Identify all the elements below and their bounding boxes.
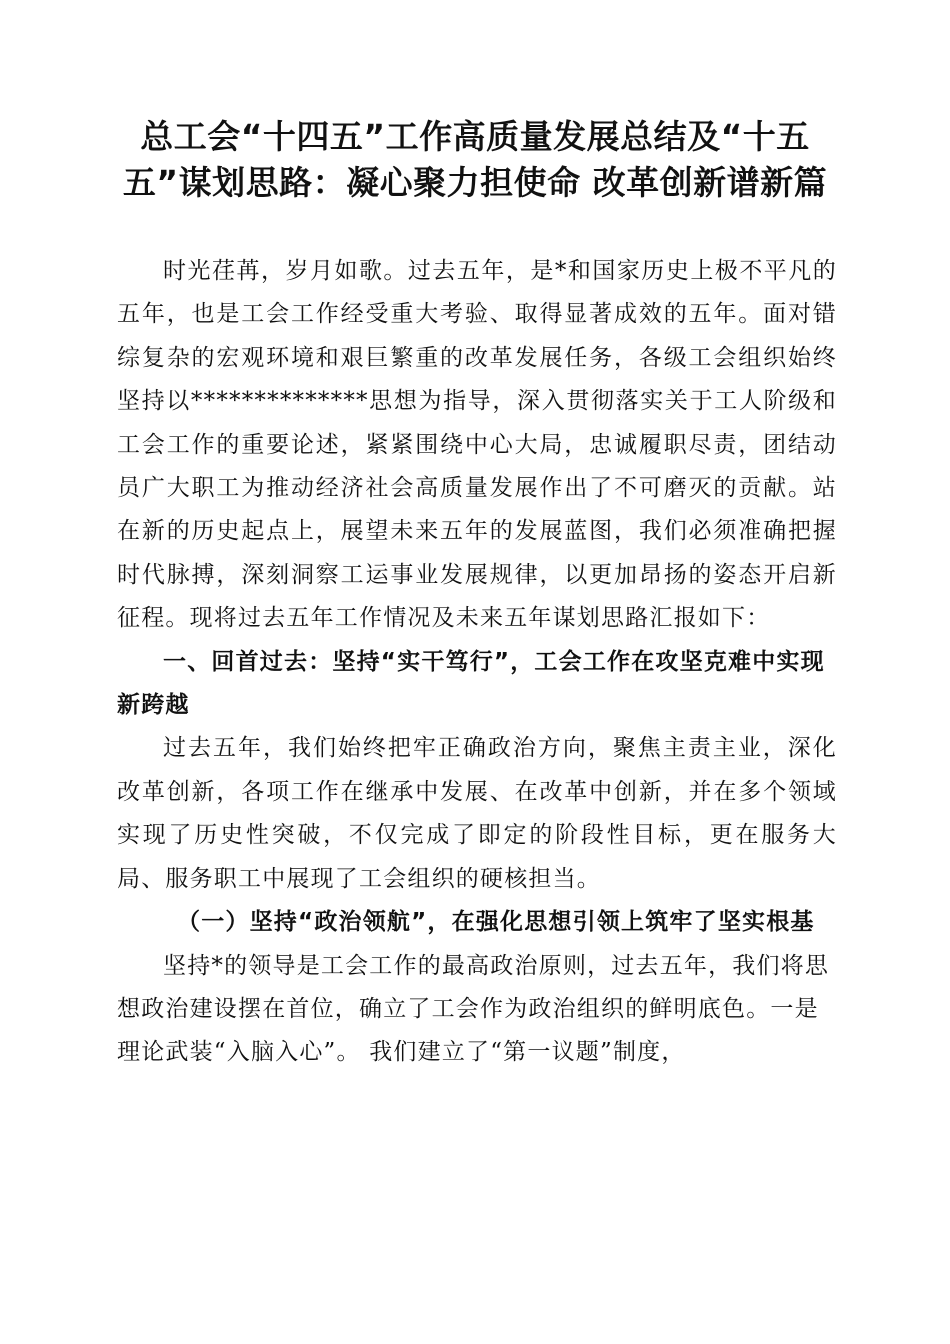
section-1-paragraph: 过去五年，我们始终把牢正确政治方向，聚焦主责主业，深化改革创新，各项工作在继承中发展、在改革中创新，并在多个领域实现了历史性突破，不仅完成了即定的阶段性目标，更在服务大局、服务职工中展现了工会组织的硬核担当。 [117,735,837,892]
document-title: 总工会“十四五”工作高质量发展总结及“十五五”谋划思路：凝心聚力担使命 改革创新谱新篇 [122,117,828,202]
intro-paragraph: 时光荏苒，岁月如歌。过去五年，是*和国家历史上极不平凡的五年，也是工会工作经受重大考验、取得显著成效的五年。面对错综复杂的宏观环境和艰巨繁重的改革发展任务，各级工会组织始终坚持以**************思想为指导，深入贯彻落实关于工人阶级和工会工作的重要论述，紧紧围绕中心大局，忠诚履职尽责，团结动员广大职工为推动经济社会高质量发展作出了不可磨灭的贡献。站在新的历史起点上，展望未来五年的发展蓝图，我们必须准确把握时代脉搏，深刻洞察工运事业发展规律，以更加昂扬的姿态开启新征程。现将过去五年工作情况及未来五年谋划思路汇报如下： [117,258,837,632]
subsection-1-paragraph: 坚持*的领导是工会工作的最高政治原则，过去五年，我们将思想政治建设摆在首位，确立了工会作为政治组织的鲜明底色。一是理论武装“入脑入心”。 我们建立了“第一议题”制度， [117,952,830,1066]
document-body [117,250,837,1075]
subsection-heading-1: （一）坚持“政治领航”，在强化思想引领上筑牢了坚实根基 [177,909,815,936]
section-heading-1: 一、回首过去：坚持“实干笃行”，工会工作在攻坚克难中实现新跨越 [117,648,825,719]
